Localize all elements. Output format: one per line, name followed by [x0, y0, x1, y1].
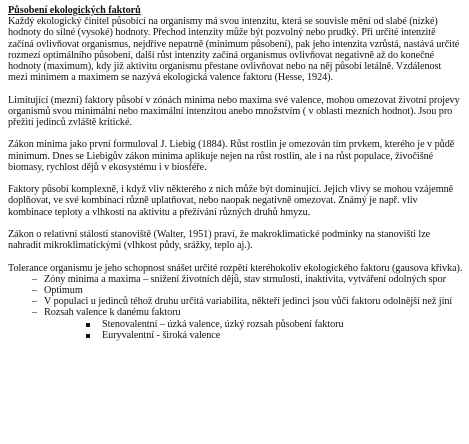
list-item: – Zóny minima a maxima – snížení životních dějů, stav strnulosti, inaktivita, vytváření odolných spor	[34, 274, 463, 285]
list-item: – V populaci u jedinců téhož druhu určitá variabilita, někteří jedinci jsou vůči faktoru odolnější než jiní	[34, 296, 463, 307]
sublist-item: Stenovalentní – úzká valence, úzký rozsah působení faktoru	[86, 319, 463, 330]
paragraph-intensity: Každý ekologický činitel působící na organismy má svou intenzitu, která se souvisle mění od slabé (nízké) hodnoty do silné (vysoké) hodnoty. Přechod intenzity může být pozvolný nebo prudký. Při určité intenzitě začíná ovlivňovat organismus, nejdříve nepatrně (minimum působení), pak jeho intenzita vzrůstá, nastává určité rozmezí optimálního působení, další růst intenzity začíná organismus ovlivňovat negativně až do konečné hodnoty (maximum), kdy již aktivitu organismu přestane ovlivňovat nebo na něj působí letálně. Vzdálenost mezi minimem a maximem se nazývá ekologická valence faktoru (Hesse, 1924).	[8, 16, 460, 84]
section-heading: Působení ekologických faktorů	[8, 5, 141, 16]
list-item: – Optimum	[34, 285, 463, 296]
paragraph-law-of-minimum: Zákon minima jako první formuloval J. Liebig (1884). Růst rostlin je omezován tím prvkem, kterého je v půdě minimum. Dnes se Liebigův zákon minima aplikuje nejen na růst rostlin, ale i na růst populace, živočišné biomasy, rychlost dějů v ekosystému i v biosféře.	[8, 139, 455, 173]
paragraph-limiting-factors: Limitující (mezní) faktory působí v zónách minima nebo maxima své valence, mohou omezovat životní projevy organismů svou minimální nebo maximální intenzitou anebo množstvím ( v oblasti mezních hodnot). Jsou pro přežití jedinců zvláště kritické.	[8, 94, 460, 129]
paragraph-habitat-stability: Zákon o relativní stálosti stanoviště (Walter, 1951) praví, že makroklimatické podmínky na stanovišti lze nahradit mikroklimatickými (vlhkost půdy, srážky, teplo aj.).	[8, 229, 431, 252]
list-item-label: Rozsah valence k danému faktoru	[44, 307, 181, 319]
list-item-valence-range	[34, 307, 463, 341]
tolerance-list	[8, 274, 463, 341]
valence-sublist	[44, 319, 463, 341]
sublist-item: Euryvalentní - široká valence	[86, 330, 463, 341]
document	[8, 5, 463, 341]
paragraph-tolerance: Tolerance organismu je jeho schopnost snášet určité rozpětí kteréhokoliv ekologického faktoru (gausova křivka).	[8, 262, 463, 274]
paragraph-complex-action: Faktory působí komplexně, i když vliv některého z nich může být dominující. Jejich vlivy se mohou vzájemně doplňovat, ve své kombinaci různě uplatňovat, nebo naopak negativně omezovat. Známý je např. vliv kombinace teploty a vlhkosti na aktivitu a přežívání různých druhů hmyzu.	[8, 184, 454, 218]
